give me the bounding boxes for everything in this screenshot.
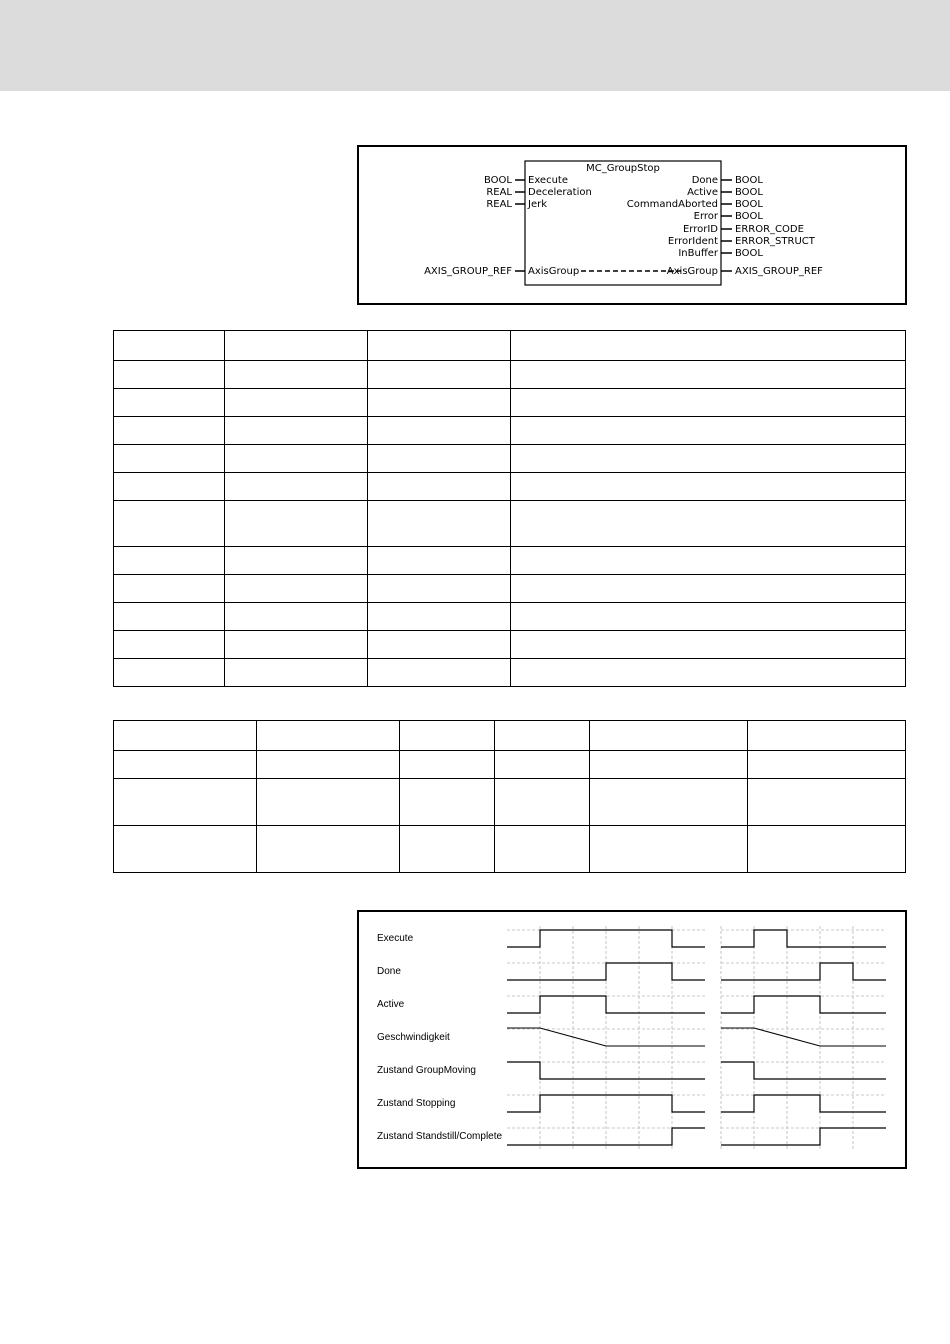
table-cell [114,547,225,575]
waveform-standstill-2 [721,1128,886,1145]
table-cell [225,575,368,603]
waveform-velocity-2 [721,1028,886,1046]
table-row [114,751,906,779]
fb-output-type-done: BOOL [735,175,763,186]
table-cell [495,751,590,779]
table-cell [495,779,590,826]
table-cell [225,501,368,547]
table-row [114,417,906,445]
fb-output-type-error: BOOL [735,211,763,222]
parameter-table [113,330,906,687]
timing-label-geschwindigkeit: Geschwindigkeit [377,1032,450,1043]
table-cell [511,631,906,659]
timing-label-groupmoving: Zustand GroupMoving [377,1065,476,1076]
table-cell [114,603,225,631]
table-row [114,631,906,659]
table-cell [368,445,511,473]
fb-output-type-commandaborted: BOOL [735,199,763,210]
table-cell [114,417,225,445]
table-cell [748,721,906,751]
fb-input-deceleration: Deceleration [528,187,592,198]
fb-input-type-execute: BOOL [484,175,512,186]
table-row [114,473,906,501]
status-table [113,720,906,873]
table-cell [590,826,748,873]
table-cell [590,779,748,826]
table-cell [368,547,511,575]
page-header-bar [0,0,950,91]
table-row [114,361,906,389]
table-cell [225,331,368,361]
table-row [114,779,906,826]
table-row [114,826,906,873]
timing-label-active: Active [377,999,405,1010]
table-cell [495,721,590,751]
table-cell [225,389,368,417]
table-cell [400,751,495,779]
waveform-done-2 [721,963,886,980]
table-row [114,547,906,575]
table-cell [257,779,400,826]
fb-inout-axisgroup-out: AxisGroup [666,266,718,277]
table-cell [225,659,368,687]
table-cell [511,659,906,687]
fb-inout-axisgroup-in: AxisGroup [528,266,580,277]
table-row [114,501,906,547]
table-cell [225,631,368,659]
table-cell [748,779,906,826]
table-cell [511,575,906,603]
fb-input-type-jerk: REAL [486,199,512,210]
fb-inout-type-right: AXIS_GROUP_REF [735,266,823,277]
table-cell [511,473,906,501]
table-cell [511,603,906,631]
table-row [114,575,906,603]
table-cell [400,826,495,873]
fb-output-type-active: BOOL [735,187,763,198]
table-cell [368,603,511,631]
waveform-active-2 [721,996,886,1013]
table-cell [368,659,511,687]
table-cell [114,751,257,779]
timing-label-execute: Execute [377,933,414,944]
waveform-execute-2 [721,930,886,947]
table-row [114,389,906,417]
table-cell [225,445,368,473]
table-cell [114,389,225,417]
fb-inout-type-left: AXIS_GROUP_REF [424,266,512,277]
table-cell [114,501,225,547]
table-cell [400,779,495,826]
table-cell [511,501,906,547]
table-cell [368,361,511,389]
table-cell [114,826,257,873]
table-cell [225,361,368,389]
table-cell [368,501,511,547]
table-cell [225,547,368,575]
table-cell [114,631,225,659]
table-cell [368,631,511,659]
fb-output-type-errorident: ERROR_STRUCT [735,236,815,247]
table-cell [114,575,225,603]
waveform-groupmoving-2 [721,1062,886,1079]
table-cell [368,417,511,445]
table-cell [368,575,511,603]
table-header-row [114,331,906,361]
fb-input-jerk: Jerk [528,199,548,210]
table-cell [511,331,906,361]
table-cell [368,473,511,501]
timing-diagram [357,910,907,1169]
table-cell [495,826,590,873]
table-cell [511,445,906,473]
fb-output-done: Done [691,175,718,186]
waveform-active-1 [507,996,705,1013]
fb-input-execute: Execute [528,175,568,186]
table-cell [368,331,511,361]
table-cell [114,445,225,473]
table-cell [257,826,400,873]
fb-output-errorid: ErrorID [682,224,718,235]
table-row [114,659,906,687]
table-cell [511,547,906,575]
table-cell [590,721,748,751]
fb-output-active: Active [687,187,718,198]
fb-output-error: Error [693,211,718,222]
table-cell [114,331,225,361]
timing-label-done: Done [377,966,401,977]
table-cell [748,751,906,779]
table-header-row [114,721,906,751]
table-cell [225,417,368,445]
table-cell [225,603,368,631]
timing-label-standstill: Zustand Standstill/Complete [377,1131,503,1142]
fb-title: MC_GroupStop [586,163,660,174]
table-cell [257,721,400,751]
table-cell [114,361,225,389]
table-cell [511,389,906,417]
fb-output-inbuffer: InBuffer [678,248,718,259]
timing-label-stopping: Zustand Stopping [377,1098,456,1109]
waveform-done-1 [507,963,705,980]
table-cell [114,779,257,826]
waveform-stopping-2 [721,1095,886,1112]
fb-output-type-errorid: ERROR_CODE [735,224,804,235]
table-cell [590,751,748,779]
table-cell [114,473,225,501]
function-block-diagram [357,145,907,305]
table-cell [114,659,225,687]
table-cell [257,751,400,779]
fb-output-errorident: ErrorIdent [667,236,718,247]
fb-output-type-inbuffer: BOOL [735,248,763,259]
table-cell [400,721,495,751]
table-cell [368,389,511,417]
table-row [114,445,906,473]
table-cell [114,721,257,751]
table-row [114,603,906,631]
table-cell [511,417,906,445]
table-cell [748,826,906,873]
table-cell [225,473,368,501]
fb-output-commandaborted: CommandAborted [626,199,718,210]
table-cell [511,361,906,389]
fb-input-type-deceleration: REAL [486,187,512,198]
